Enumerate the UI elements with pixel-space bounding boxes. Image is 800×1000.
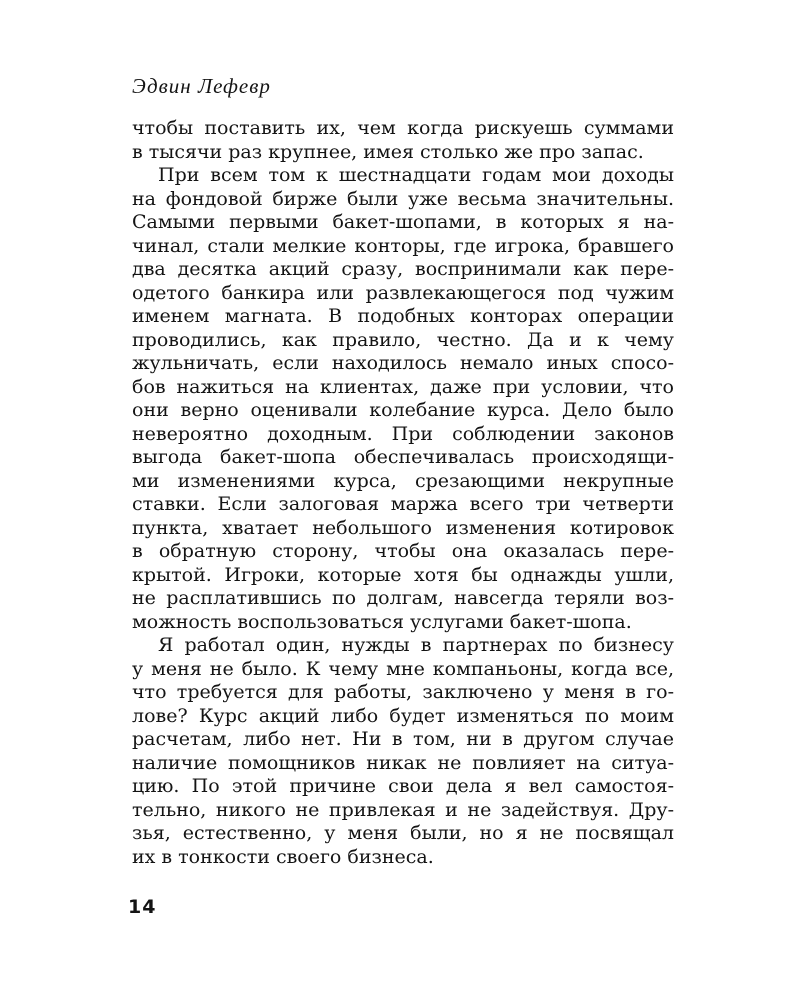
text-line: Самыми первыми бакет-шопами, в которых я на- <box>132 211 674 233</box>
text-line: у меня не было. К чему мне компаньоны, когда все, <box>132 657 674 680</box>
text-line: в обратную сторону, чтобы она оказалась пере- <box>132 540 674 562</box>
text-line: расчетам, либо нет. Ни в том, ни в другом случае <box>132 728 674 750</box>
text-line: жульничать, если находилось немало иных спосо- <box>132 352 674 374</box>
text-line: что требуется для работы, заключено у меня в го- <box>132 681 674 703</box>
text-line: на фондовой бирже были уже весьма значительны. <box>132 187 674 210</box>
text-line: чинал, стали мелкие конторы, где игрока, бравшего <box>132 234 674 257</box>
text-line: два десятка акций сразу, воспринимали как пере- <box>132 258 674 280</box>
text-line: не расплатившись по долгам, навсегда теряли воз- <box>132 587 674 609</box>
text-line: цию. По этой причине свои дела я вел самостоя- <box>132 775 674 797</box>
text-line: выгода бакет-шопа обеспечивалась происходящи- <box>132 446 674 468</box>
text-line: их в тонкости своего бизнеса. <box>132 845 434 868</box>
body-text <box>132 117 674 869</box>
text-line: одетого банкира или развлекающегося под чужим <box>132 281 674 304</box>
text-line: Я работал один, нужды в партнерах по бизнесу <box>158 634 674 656</box>
text-line: ставки. Если залоговая маржа всего три четверти <box>132 493 674 515</box>
text-line: проводились, как правило, честно. Да и к чему <box>132 328 674 351</box>
running-head: Эдвин Лефевр <box>132 74 271 98</box>
text-line: тельно, никого не привлекая и не задействуя. Дру- <box>132 798 674 821</box>
text-line: ми изменениями курса, срезающими некрупные <box>132 469 674 492</box>
text-line: зья, естественно, у меня были, но я не посвящал <box>132 822 674 844</box>
text-line: бов нажиться на клиентах, даже при условии, что <box>132 375 674 398</box>
text-line: они верно оценивали колебание курса. Дело было <box>132 399 674 421</box>
text-line: невероятно доходным. При соблюдении законов <box>132 422 674 445</box>
text-line: можность воспользоваться услугами бакет-шопа. <box>132 610 632 633</box>
text-line: крытой. Игроки, которые хотя бы однажды ушли, <box>132 563 674 586</box>
text-line: пункта, хватает небольшого изменения котировок <box>132 516 674 539</box>
text-line: лове? Курс акций либо будет изменяться по моим <box>132 704 674 727</box>
text-line: чтобы поставить их, чем когда рискуешь суммами <box>132 117 674 139</box>
page-number: 14 <box>128 896 157 918</box>
text-line: При всем том к шестнадцати годам мои доходы <box>158 164 674 186</box>
text-line: в тысячи раз крупнее, имея столько же про запас. <box>132 140 644 163</box>
text-line: наличие помощников никак не повлияет на ситуа- <box>132 751 674 774</box>
text-line: именем магната. В подобных конторах операции <box>132 305 674 327</box>
